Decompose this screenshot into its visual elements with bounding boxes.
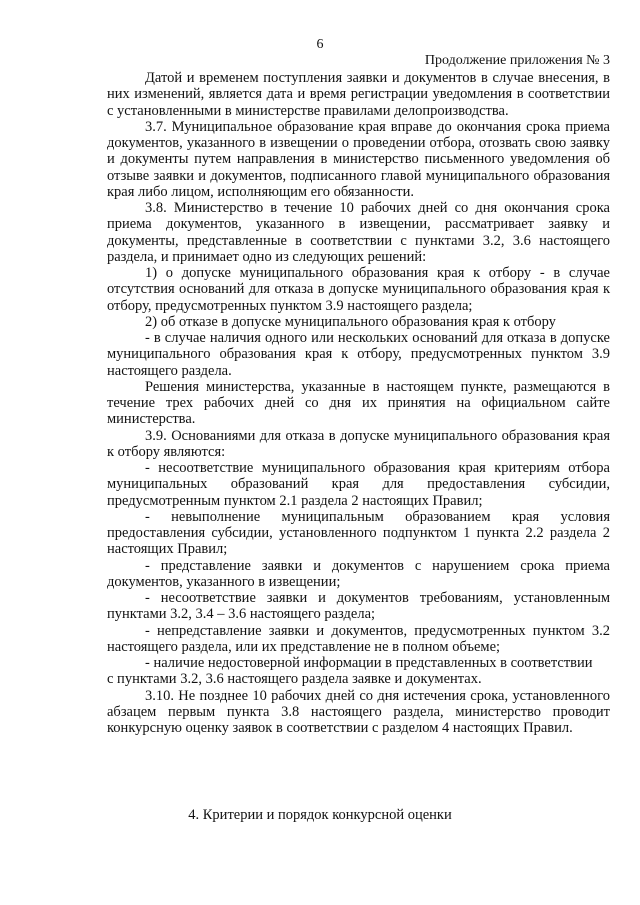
- paragraph: Решения министерства, указанные в настоящем пункте, размещаются в течение трех рабочих дней со дня их принятия на официальном сайте министерства.: [107, 378, 610, 428]
- paragraph: - несоответствие заявки и документов требованиям, установленным пунктами 3.2, 3.4 – 3.6 настоящего раздела;: [107, 590, 610, 623]
- paragraph: - наличие недостоверной информации в представленных в соответствии: [145, 655, 593, 671]
- body-text: [107, 70, 610, 736]
- paragraph: 1) о допуске муниципального образования края к отбору - в случае отсутствия оснований для отказа в допуске муниципального образования края к отбору, предусмотренных пунктом 3.9 настоящего раздела;: [107, 265, 610, 314]
- paragraph: 3.9. Основаниями для отказа в допуске муниципального образования края к отбору являются:: [107, 427, 610, 460]
- paragraph: - невыполнение муниципальным образованием края условия предоставления субсидии, установленного подпунктом 1 пункта 2.2 раздела 2 настоящих Правил;: [107, 508, 610, 558]
- paragraph: - несоответствие муниципального образования края критериям отбора муниципальных образований края для предоставления субсидии, предусмотренным пунктом 2.1 раздела 2 настоящих Правил;: [107, 460, 610, 509]
- paragraph: Датой и временем поступления заявки и документов в случае внесения, в них изменений, является дата и время регистрации уведомления в соответствии с установленными в министерстве правилами делопроизводства.: [107, 70, 610, 119]
- page-number: 6: [316, 37, 324, 52]
- paragraph: 3.10. Не позднее 10 рабочих дней со дня истечения срока, установленного абзацем первым пункта 3.8 настоящего раздела, министерство проводит конкурсную оценку заявок в соответствии с разделом 4 настоящих Правил.: [107, 687, 610, 736]
- paragraph: - в случае наличия одного или нескольких оснований для отказа в допуске муниципального образования края к отбору, предусмотренных пунктом 3.9 настоящего раздела.: [107, 330, 610, 379]
- paragraph: - представление заявки и документов с нарушением срока приема документов, указанного в извещении;: [107, 557, 610, 590]
- paragraph: - непредставление заявки и документов, предусмотренных пунктом 3.2 настоящего раздела, или их представление не в полном объеме;: [107, 622, 610, 655]
- section-heading: 4. Критерии и порядок конкурсной оценки: [188, 807, 452, 823]
- paragraph: 2) об отказе в допуске муниципального образования края к отбору: [145, 313, 556, 330]
- paragraph: 3.7. Муниципальное образование края вправе до окончания срока приема документов, указанного в извещении о проведении отбора, отозвать свою заявку и документы путем направления в министерство письменного уведомления об отзыве заявки и документов, подписанного главой муниципального образования края либо лицом, исполняющим его обязанности.: [107, 118, 610, 200]
- paragraph: с пунктами 3.2, 3.6 настоящего раздела заявке и документах.: [107, 671, 482, 688]
- paragraph: 3.8. Министерство в течение 10 рабочих дней со дня окончания срока приема документов, указанного в извещении, рассматривает заявку и документы, представленные в соответствии с пунктами 3.2, 3.6 настоящего раздела, и принимает одно из следующих решений:: [107, 200, 610, 265]
- appendix-continuation-note: Продолжение приложения № 3: [424, 53, 610, 68]
